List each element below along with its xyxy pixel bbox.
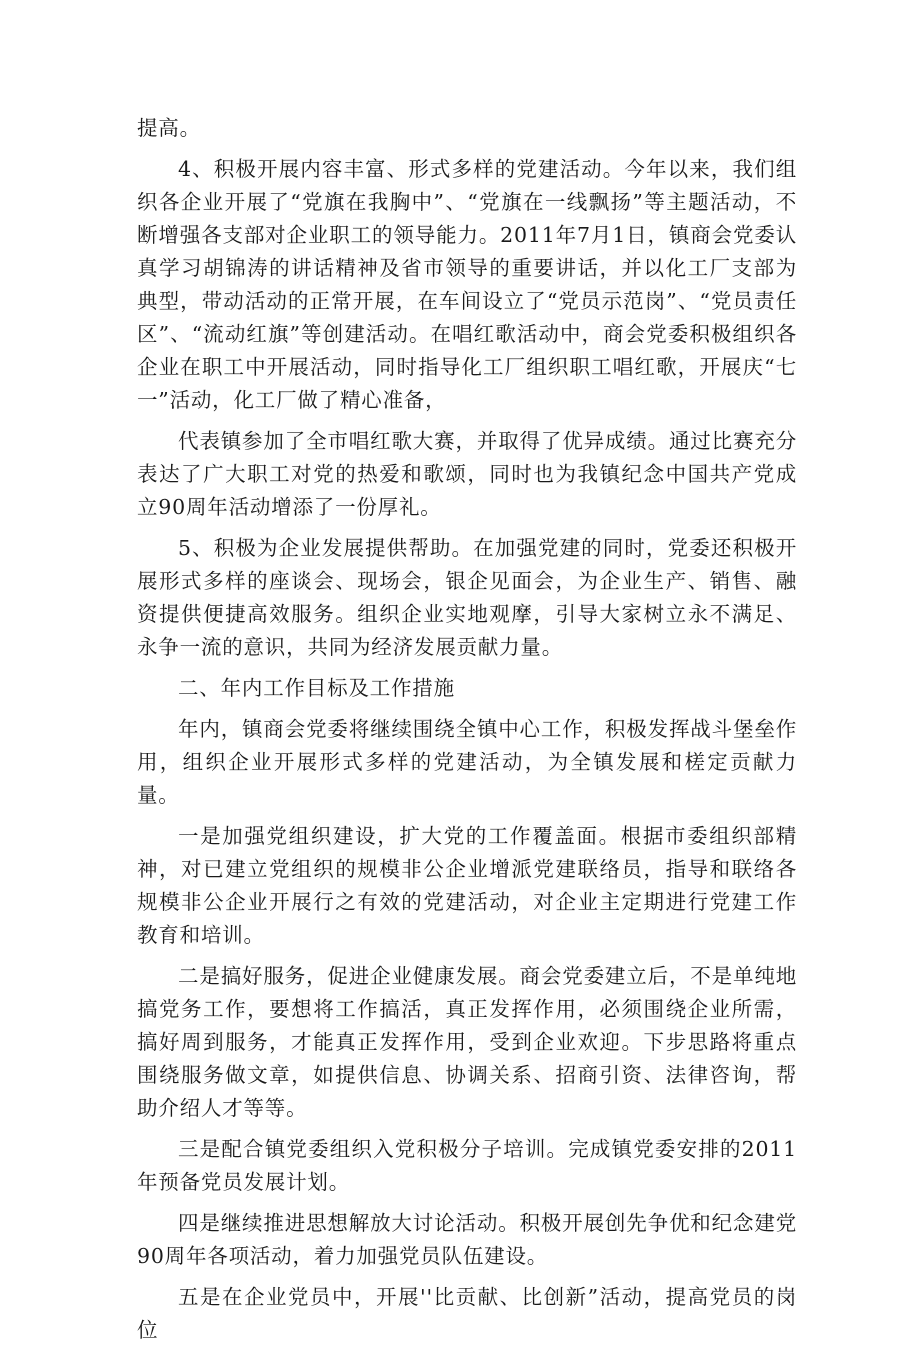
paragraph-annual-intro: 年内，镇商会党委将继续围绕全镇中心工作，积极发挥战斗堡垒作用，组织企业开展形式多样的党建活动，为全镇发展和槎定贡献力量。 [137,717,797,807]
paragraph-measure-2: 二是搞好服务，促进企业健康发展。商会党委建立后，不是单纯地搞党务工作，要想将工作搞活，真正发挥作用，必须围绕企业所需，搞好周到服务，才能真正发挥作用，受到企业欢迎。下步思路将重点围绕服务做文章，如提供信息、协调关系、招商引资、法律咨询，帮助介绍人才等等。 [137,964,797,1120]
paragraph-item-5: 5、积极为企业发展提供帮助。在加强党建的同时，党委还积极开展形式多样的座谈会、现场会，银企见面会，为企业生产、销售、融资提供便捷高效服务。组织企业实地观摩，引导大家树立永不满足、永争一流的意识，共同为经济发展贡献力量。 [137,536,797,659]
paragraph-measure-3: 三是配合镇党委组织入党积极分子培训。完成镇党委安排的2011年预备党员发展计划。 [137,1137,797,1194]
paragraph-measure-5: 五是在企业党员中，开展''比贡献、比创新”活动，提高党员的岗位 [137,1285,797,1342]
paragraph-item-4: 4、积极开展内容丰富、形式多样的党建活动。今年以来，我们组织各企业开展了“党旗在我胸中”、“党旗在一线飘扬”等主题活动，不断增强各支部对企业职工的领导能力。2011年7月1日，镇商会党委认真学习胡锦涛的讲话精神及省市领导的重要讲话，并以化工厂支部为典型，带动活动的正常开展，在车间设立了“党员示范岗”、“党员责任区”、“流动红旗”等创建活动。在唱红歌活动中，商会党委积极组织各企业在职工中开展活动，同时指导化工厂组织职工唱红歌，开展庆“七一”活动，化工厂做了精心准备， [137,157,797,412]
section-heading-2: 二、年内工作目标及工作措施 [178,676,455,700]
paragraph-measure-4: 四是继续推进思想解放大讨论活动。积极开展创先争优和纪念建党90周年各项活动，着力加强党员队伍建设。 [137,1211,797,1268]
paragraph-continuation: 提高。 [137,116,201,140]
document-body [137,112,797,1355]
paragraph-singing-contest: 代表镇参加了全市唱红歌大赛，并取得了优异成绩。通过比赛充分表达了广大职工对党的热爱和歌颂，同时也为我镇纪念中国共产党成立90周年活动增添了一份厚礼。 [137,429,797,519]
paragraph-measure-1: 一是加强党组织建设，扩大党的工作覆盖面。根据市委组织部精神，对已建立党组织的规模非公企业增派党建联络员，指导和联络各规模非公企业开展行之有效的党建活动，对企业主定期进行党建工作教育和培训。 [137,824,797,947]
